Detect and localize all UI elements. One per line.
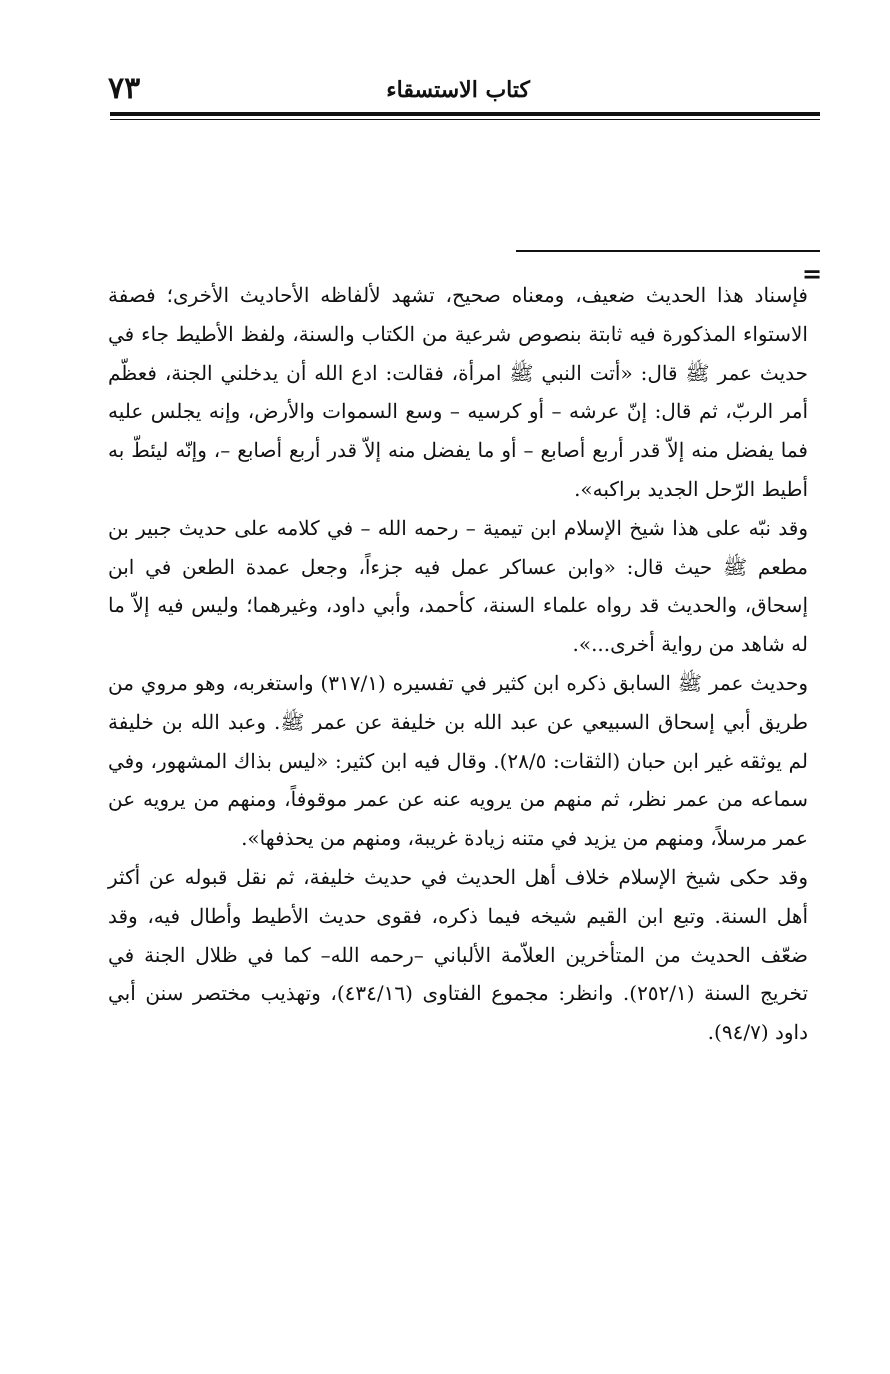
footnote-continued-mark: = bbox=[802, 259, 823, 288]
page-header bbox=[108, 70, 820, 110]
footnote-paragraph: فإسناد هذا الحديث ضعيف، ومعناه صحيح، تشهد لألفاظه الأحاديث الأخرى؛ فصفة الاستواء المذكورة فيه ثابتة بنصوص شرعية من الكتاب والسنة، ولفظ الأطيط جاء في حديث عمر ﷺ قال: «أتت النبي ﷺ امرأة، فقالت: ادع الله أن يدخلني الجنة، فعظّم أمر الربّ، ثم قال: إنّ عرشه – أو كرسيه – وسع السموات والأرض، وإنه يجلس عليه فما يفضل منه إلاّ قدر أربع أصابع – أو ما يفضل منه إلاّ قدر أربع أصابع –، وإنّه ليئطّ به أطيط الرّحل الجديد براكبه». bbox=[108, 283, 808, 501]
footnote-paragraph: وقد نبّه على هذا شيخ الإسلام ابن تيمية – رحمه الله – في كلامه على حديث جبير بن مطعم ﷺ حيث قال: «وابن عساكر عمل فيه جزءاً، وجعل عمدة الطعن في ابن إسحاق، والحديث قد رواه علماء السنة، كأحمد، وأبي داود، وغيرهما؛ وليس فيه إلاّ ما له شاهد من رواية أخرى...». bbox=[108, 515, 808, 657]
running-title: كتاب الاستسقاء bbox=[386, 77, 530, 103]
header-rule-thin bbox=[110, 119, 820, 120]
footnote-paragraph: وقد حكى شيخ الإسلام خلاف أهل الحديث في حديث خليفة، ثم نقل قبوله عن أكثر أهل السنة. وتبع ابن القيم شيخه فيما ذكره، فقوى حديث الأطيط وأطال فيه، وقد ضعّف الحديث من المتأخرين العلاّمة الألباني –رحمه الله– كما في ظلال الجنة في تخريج السنة (٢٥٢/١). وانظر: مجموع الفتاوى (٤٣٤/١٦)، وتهذيب مختصر سنن أبي داود (٩٤/٧). bbox=[108, 864, 809, 1045]
footnote-body bbox=[108, 276, 808, 1052]
footnote-separator bbox=[516, 250, 820, 252]
footnote-paragraph: وحديث عمر ﷺ السابق ذكره ابن كثير في تفسيره (٣١٧/١) واستغربه، وهو مروي من طريق أبي إسحاق السبيعي عن عبد الله بن خليفة عن عمر ﷺ. وعبد الله بن خليفة لم يوثقه غير ابن حبان (الثقات: ٢٨/٥). وقال فيه ابن كثير: «ليس بذاك المشهور، وفي سماعه من عمر نظر، ثم منهم من يرويه عنه عن عمر موقوفاً، ومنهم من يرويه عن عمر مرسلاً، ومنهم من يزيد في متنه زيادة غريبة، ومنهم من يحذفها». bbox=[108, 670, 808, 851]
header-rule-thick bbox=[110, 112, 820, 116]
page-number: ٧٣ bbox=[108, 71, 141, 106]
